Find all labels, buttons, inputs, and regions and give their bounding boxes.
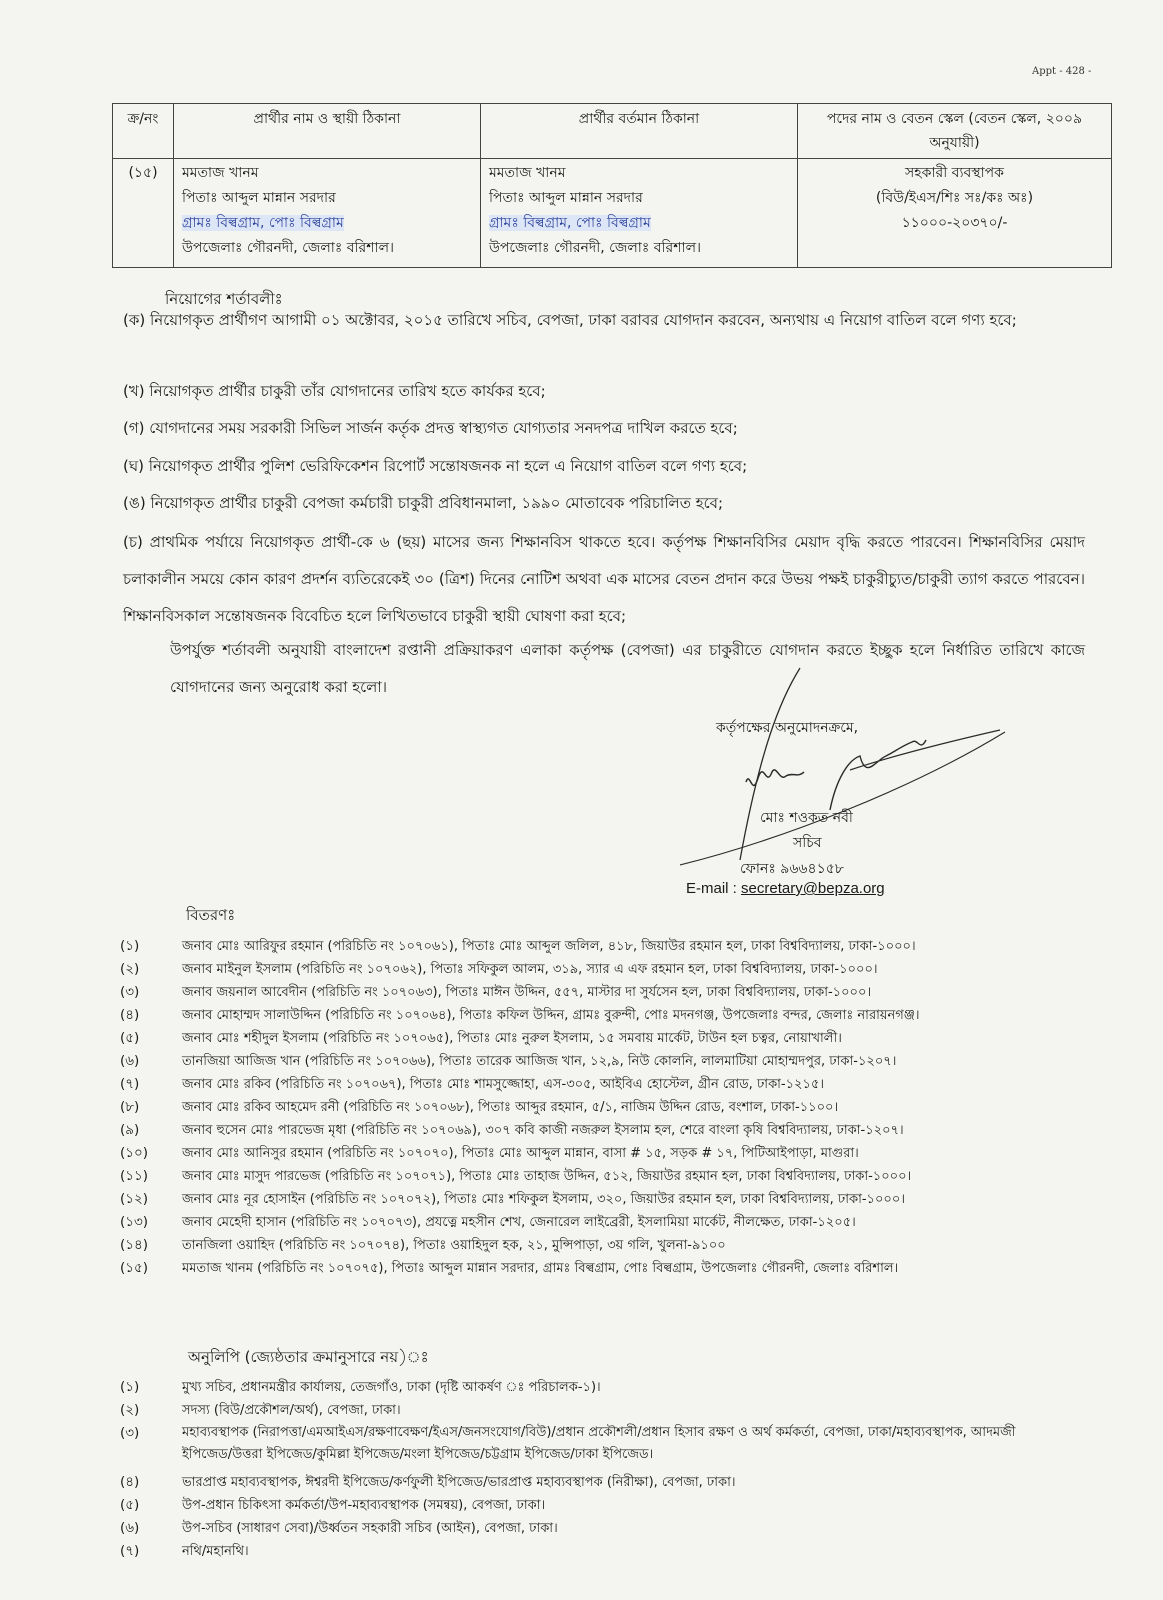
item-number: (১৪)	[120, 1237, 149, 1253]
copy-title: অনুলিপি (জ্যেষ্ঠতার ক্রমানুসারে নয়)ঃ	[188, 1348, 429, 1366]
item-text: জনাব মোঃ আনিসুর রহমান (পরিচিতি নং ১০৭০৭০), পিতাঃ মোঃ আব্দুল মান্নান, বাসা # ১৫, সড়ক # ১৭, পিটিআইপাড়া, মাগুরা।	[182, 1146, 859, 1161]
item-text: সদস্য (বিউ/প্রকৌশল/অর্থ), বেপজা, ঢাকা।	[182, 1403, 401, 1418]
present-upazila: উপজেলাঃ গৌরনদী, জেলাঃ বরিশাল।	[489, 240, 702, 256]
cell-serial: (১৫)	[113, 159, 174, 268]
email-label: E-mail :	[686, 880, 742, 897]
post-department: (বিউ/ইএস/শিঃ সঃ/কঃ অঃ)	[875, 190, 1034, 206]
list-item	[120, 1494, 545, 1517]
item-text: জনাব মোঃ শহীদুল ইসলাম (পরিচিতি নং ১০৭০৬৫), পিতাঃ মোঃ নুরুল ইসলাম, ১৫ সমবায় মার্কেট, টাউন হল চত্বর, নোয়াখালী।	[182, 1031, 842, 1046]
item-text: জনাব জয়নাল আবেদীন (পরিচিতি নং ১০৭০৬৩), পিতাঃ মাঈন উদ্দিন, ৫৫৭, মাস্টার দা সুর্যসেন হল, ঢাকা বিশ্ববিদ্যালয়, ঢাকা-১০০০।	[182, 985, 872, 1000]
item-text: ভারপ্রাপ্ত মহাব্যবস্থাপক, ঈশ্বরদী ইপিজেড/কর্ণফুলী ইপিজেড/ভারপ্রাপ্ত মহাব্যবস্থাপক (নিরীক্ষা), বেপজা, ঢাকা।	[182, 1475, 736, 1490]
cell-post-scale	[798, 159, 1112, 268]
present-village-text: গ্রামঃ বিল্বগ্রাম, পোঃ বিল্বগ্রাম	[489, 215, 651, 231]
list-item	[120, 1234, 726, 1257]
item-number: (১০)	[120, 1145, 149, 1161]
signatory-name: মোঃ শওকত নবী	[760, 810, 853, 826]
item-number: (৮)	[120, 1099, 140, 1115]
cell-permanent-address	[174, 159, 481, 268]
item-number: (১১)	[120, 1168, 149, 1184]
list-item	[120, 958, 878, 981]
item-number: (৭)	[120, 1076, 140, 1092]
item-text: তানজিলা ওয়াহিদ (পরিচিতি নং ১০৭০৭৪), পিতাঃ ওয়াহিদুল হক, ২১, মুন্সিপাড়া, ৩য় গলি, খুলনা-৯১০০	[182, 1238, 726, 1253]
item-number: (৪)	[120, 1007, 140, 1023]
list-item	[120, 1027, 842, 1050]
header-permanent-address: প্রার্থীর নাম ও স্থায়ী ঠিকানা	[174, 104, 481, 159]
table-header-row	[113, 104, 1112, 159]
list-item	[120, 1517, 558, 1540]
item-text: জনাব মোহাম্মদ সালাউদ্দিন (পরিচিতি নং ১০৭০৬৪), পিতাঃ কফিল উদ্দিন, গ্রামঃ বুরুন্দী, পোঃ মদনগঞ্জ, উপজেলাঃ বন্দর, জেলাঃ নারায়নগঞ্জ।	[182, 1008, 920, 1023]
signature-mark	[680, 660, 1020, 870]
item-text: জনাব মোঃ আরিফুর রহমান (পরিচিতি নং ১০৭০৬১), পিতাঃ মোঃ আব্দুল জলিল, ৪১৮, জিয়াউর রহমান হল, ঢাকা বিশ্ববিদ্যালয়, ঢাকা-১০০০।	[182, 939, 916, 954]
list-item	[120, 1096, 838, 1119]
item-text: উপ-সচিব (সাধারণ সেবা)/উর্ধ্বতন সহকারী সচিব (আইন), বেপজা, ঢাকা।	[182, 1521, 558, 1536]
present-father: পিতাঃ আব্দুল মান্নান সরদার	[489, 190, 643, 206]
list-item	[120, 935, 916, 958]
condition-ka: (ক) নিয়োগকৃত প্রার্থীগণ আগামী ০১ অক্টোবর, ২০১৫ তারিখে সচিব, বেপজা, ঢাকা বরাবর যোগদান করবেন, অন্যথায় এ নিয়োগ বাতিল বলে গণ্য হবে;	[123, 311, 1017, 329]
item-number: (১৫)	[120, 1260, 149, 1276]
item-text: জনাব মেহেদী হাসান (পরিচিতি নং ১০৭০৭৩), প্রযত্নে মহসীন শেখ, জেনারেল লাইব্রেরী, ইসলামিয়া মার্কেট, নীলক্ষেত, ঢাকা-১২০৫।	[182, 1215, 856, 1230]
condition-cha: (চ) প্রাথমিক পর্যায়ে নিয়োগকৃত প্রার্থী-কে ৬ (ছয়) মাসের জন্য শিক্ষানবিস থাকতে হবে। কর্তৃপক্ষ শিক্ষানবিসির মেয়াদ বৃদ্ধি করতে পারবেন। শিক্ষানবিসির মেয়াদ চলাকালীন সময়ে কোন কারণ প্রদর্শন ব্যতিরেকেই ৩০ (ত্রিশ) দিনের নোটিশ অথবা এক মাসের বেতন প্রদান করে উভয় পক্ষই চাকুরীচ্যুত/চাকুরী ত্যাগ করতে পারবেন। শিক্ষানবিসকাল সন্তোষজনক বিবেচিত হলে লিখিতভাবে চাকুরী স্থায়ী ঘোষণা করা হবে;	[123, 533, 1085, 625]
approval-text: কর্তৃপক্ষের অনুমোদনক্রমে,	[716, 720, 859, 736]
item-number: (৬)	[120, 1053, 140, 1069]
list-item	[120, 1211, 856, 1234]
item-text: জনাব মাইনুল ইসলাম (পরিচিতি নং ১০৭০৬২), পিতাঃ সফিকুল আলম, ৩১৯, স্যার এ এফ রহমান হল, ঢাকা বিশ্ববিদ্যালয়, ঢাকা-১০০০।	[182, 962, 878, 977]
post-name: সহকারী ব্যবস্থাপক	[905, 165, 1004, 181]
list-item	[120, 1422, 1042, 1466]
header-serial: ক্র/নং	[113, 104, 174, 159]
signatory-phone: ফোনঃ ৯৬৬৪১৫৮	[740, 861, 844, 877]
item-number: (৪)	[120, 1474, 140, 1490]
condition-kha: (খ) নিয়োগকৃত প্রার্থীর চাকুরী তাঁর যোগদানের তারিখ হতে কার্যকর হবে;	[123, 382, 546, 400]
cell-present-address	[481, 159, 798, 268]
item-text: জনাব মোঃ মাসুদ পারভেজ (পরিচিতি নং ১০৭০৭১), পিতাঃ মোঃ তাহাজ উদ্দিন, ৫১২, জিয়াউর রহমান হল, ঢাকা বিশ্ববিদ্যালয়, ঢাকা-১০০০।	[182, 1169, 912, 1184]
item-number: (১২)	[120, 1191, 149, 1207]
permanent-village-text: গ্রামঃ বিল্বগ্রাম, পোঃ বিল্বগ্রাম	[182, 215, 344, 231]
item-number: (২)	[120, 961, 140, 977]
page-reference: Appt - 428 -	[1032, 66, 1092, 77]
item-number: (১৩)	[120, 1214, 149, 1230]
item-text: জনাব মোঃ রকিব আহমেদ রনী (পরিচিতি নং ১০৭০৬৮), পিতাঃ আব্দুর রহমান, ৫/১, নাজিম উদ্দিন রোড, বংশাল, ঢাকা-১১০০।	[182, 1100, 839, 1115]
item-number: (২)	[120, 1402, 140, 1418]
condition-ga: (গ) যোগদানের সময় সরকারী সিভিল সার্জন কর্তৃক প্রদত্ত স্বাস্থ্যগত যোগ্যতার সনদপত্র দাখিল করতে হবে;	[123, 419, 738, 437]
item-number: (৫)	[120, 1497, 140, 1513]
item-number: (৫)	[120, 1030, 140, 1046]
item-text: জনাব মোঃ রকিব (পরিচিতি নং ১০৭০৬৭), পিতাঃ মোঃ শামসুজ্জোহা, এস-৩০৫, আইবিএ হোস্টেল, গ্রীন রোড, ঢাকা-১২১৫।	[182, 1077, 825, 1092]
list-item	[120, 1376, 601, 1399]
list-item	[120, 1073, 824, 1096]
item-number: (৩)	[120, 984, 140, 1000]
list-item	[120, 1471, 736, 1494]
list-item	[120, 1004, 920, 1027]
email-link[interactable]: secretary@bepza.org	[741, 880, 885, 897]
post-scale: ১১০০০-২০৩৭০/-	[901, 215, 1008, 231]
header-post-scale: পদের নাম ও বেতন স্কেল (বেতন স্কেল, ২০০৯ অনুযায়ী)	[798, 104, 1112, 159]
item-number: (১)	[120, 938, 140, 954]
permanent-father: পিতাঃ আব্দুল মান্নান সরদার	[182, 190, 336, 206]
header-present-address: প্রার্থীর বর্তমান ঠিকানা	[481, 104, 798, 159]
permanent-upazila: উপজেলাঃ গৌরনদী, জেলাঃ বরিশাল।	[182, 240, 395, 256]
list-item	[120, 1165, 911, 1188]
list-item	[120, 1119, 904, 1142]
item-text: উপ-প্রধান চিকিৎসা কর্মকর্তা/উপ-মহাব্যবস্থাপক (সমন্বয়), বেপজা, ঢাকা।	[182, 1498, 546, 1513]
distribution-title: বিতরণঃ	[186, 906, 236, 924]
item-text: মহাব্যবস্থাপক (নিরাপত্তা/এমআইএস/রক্ষণাবেক্ষণ/ইএস/জনসংযোগ/বিউ)/প্রধান প্রকৌশলী/প্রধান হিসাব রক্ষণ ও অর্থ কর্মকর্তা, বেপজা, ঢাকা/মহাব্যবস্থাপক, আদমজী ইপিজেড/উত্তরা ইপিজেড/কুমিল্লা ইপিজেড/মংলা ইপিজেড/চট্টগ্রাম ইপিজেড/ঢাকা ইপিজেড।	[182, 1425, 1016, 1462]
item-number: (৬)	[120, 1520, 140, 1536]
item-number: (১)	[120, 1379, 140, 1395]
item-number: (৩)	[120, 1425, 140, 1441]
item-text: জনাব মোঃ নূর হোসাইন (পরিচিতি নং ১০৭০৭২), পিতাঃ মোঃ শফিকুল ইসলাম, ৩২০, জিয়াউর রহমান হল, ঢাকা বিশ্ববিদ্যালয়, ঢাকা-১০০০।	[182, 1192, 905, 1207]
closing-paragraph: উপর্যুক্ত শর্তাবলী অনুযায়ী বাংলাদেশ রপ্তানী প্রক্রিয়াকরণ এলাকা কর্তৃপক্ষ (বেপজা) এর চাকুরীতে যোগদান করতে ইচ্ছুক হলে নির্ধারিত তারিখে কাজে যোগদানের জন্য অনুরোধ করা হলো।	[170, 641, 1085, 696]
item-text: মুখ্য সচিব, প্রধানমন্ত্রীর কার্যালয়, তেজগাঁও, ঢাকা (দৃষ্টি আকর্ষণ ঃ পরিচালক-১)।	[182, 1380, 601, 1395]
appointment-table	[112, 103, 1112, 268]
list-item	[120, 1188, 905, 1211]
signatory-email-line	[686, 880, 885, 897]
item-number: (৯)	[120, 1122, 140, 1138]
permanent-village	[182, 211, 472, 236]
condition-uma: (ঙ) নিয়োগকৃত প্রার্থীর চাকুরী বেপজা কর্মচারী চাকুরী প্রবিধানমালা, ১৯৯০ মোতাবেক পরিচালিত হবে;	[123, 494, 724, 512]
list-item	[120, 981, 871, 1004]
item-text: মমতাজ খানম (পরিচিতি নং ১০৭০৭৫), পিতাঃ আব্দুল মান্নান সরদার, গ্রামঃ বিল্বগ্রাম, পোঃ বিল্বগ্রাম, উপজেলাঃ গৌরনদী, জেলাঃ বরিশাল।	[182, 1261, 899, 1276]
signatory-designation: সচিব	[793, 835, 822, 851]
table-row	[113, 159, 1112, 268]
present-village	[489, 211, 789, 236]
permanent-name: মমতাজ খানম	[182, 165, 259, 181]
list-item	[120, 1050, 896, 1073]
item-text: তানজিয়া আজিজ খান (পরিচিতি নং ১০৭০৬৬), পিতাঃ তারেক আজিজ খান, ১২,৯, নিউ কোলনি, লালমাটিয়া মোহাম্মদপুর, ঢাকা-১২০৭।	[182, 1054, 897, 1069]
condition-gha: (ঘ) নিয়োগকৃত প্রার্থীর পুলিশ ভেরিফিকেশন রিপোর্ট সন্তোষজনক না হলে এ নিয়োগ বাতিল বলে গণ্য হবে;	[123, 457, 748, 475]
list-item	[120, 1399, 401, 1422]
list-item	[120, 1540, 249, 1563]
item-text: নথি/মহানথি।	[182, 1544, 249, 1559]
list-item	[120, 1257, 898, 1280]
conditions-title: নিয়োগের শর্তাবলীঃ	[165, 290, 283, 308]
present-name: মমতাজ খানম	[489, 165, 566, 181]
list-item	[120, 1142, 859, 1165]
item-number: (৭)	[120, 1543, 140, 1559]
item-text: জনাব হুসেন মোঃ পারভেজ মৃধা (পরিচিতি নং ১০৭০৬৯), ৩০৭ কবি কাজী নজরুল ইসলাম হল, শেরে বাংলা কৃষি বিশ্ববিদ্যালয়, ঢাকা-১২০৭।	[182, 1123, 904, 1138]
